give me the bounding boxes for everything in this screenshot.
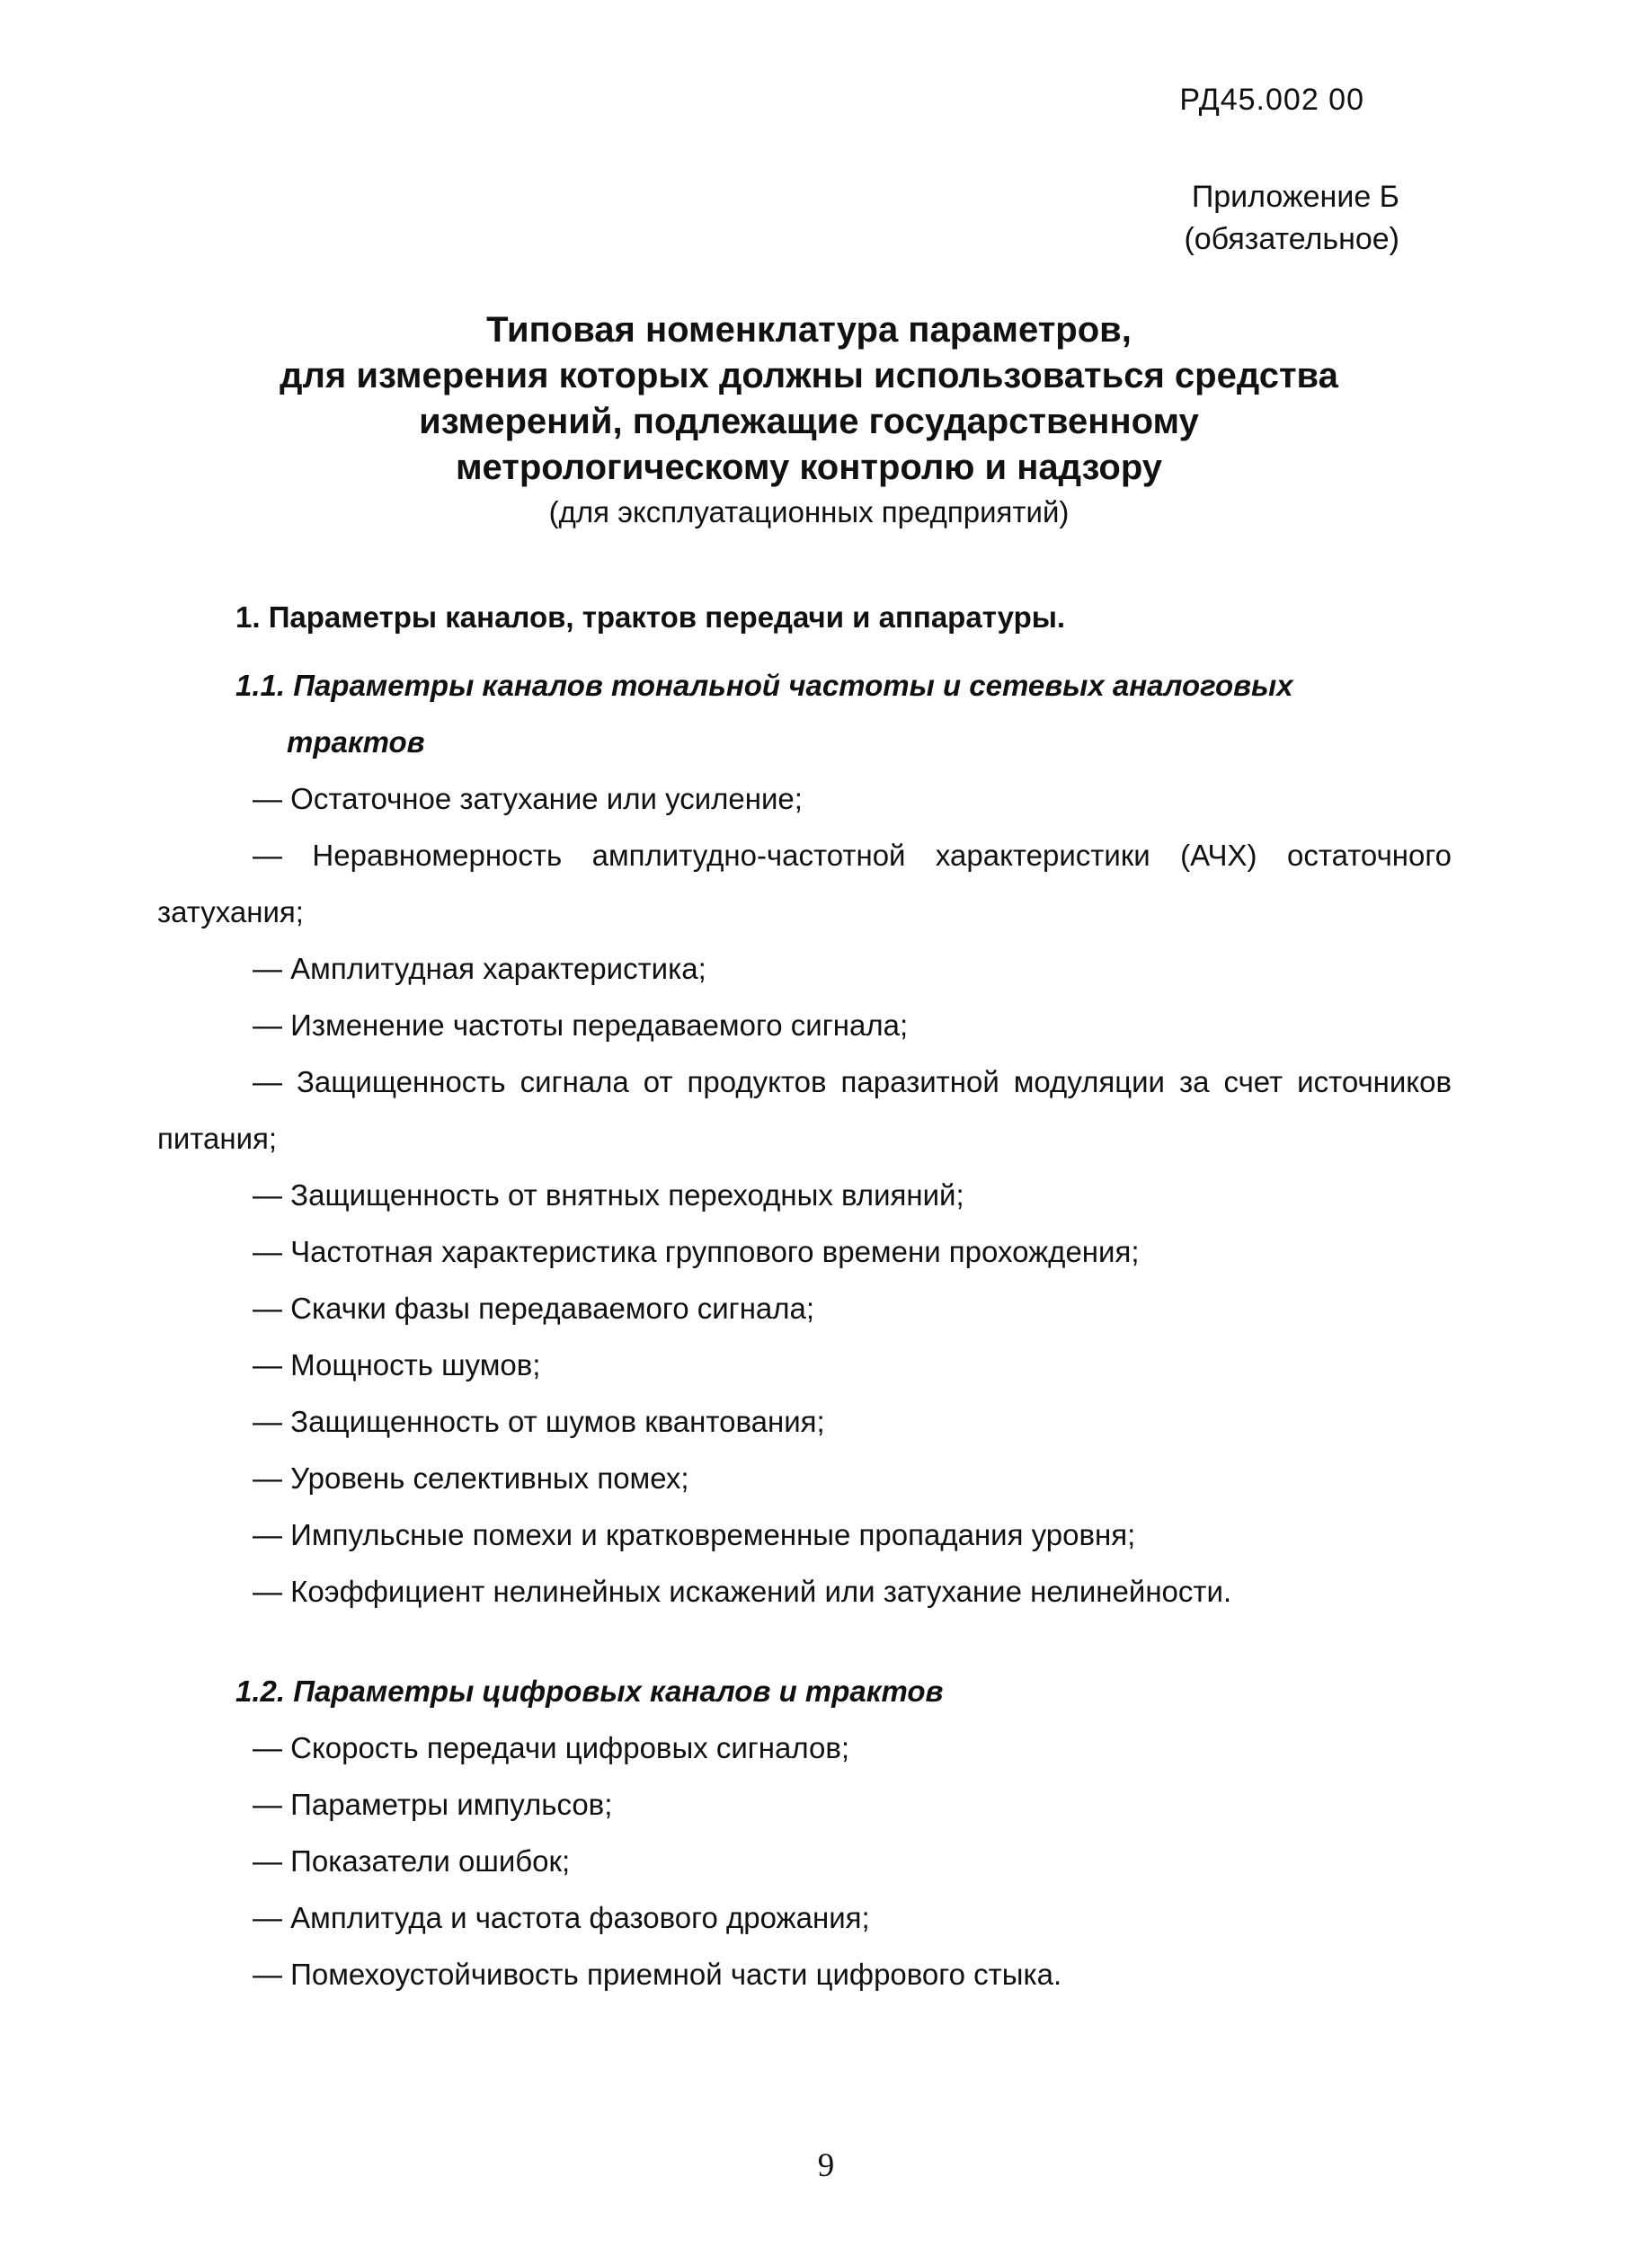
list-item: — Скорость передачи цифровых сигналов; (253, 1731, 850, 1764)
list-item: — Скачки фазы передаваемого сигнала; (253, 1292, 815, 1325)
document-title (243, 307, 1375, 534)
list-item: — Показатели ошибок; (253, 1844, 571, 1878)
list-item: — Импульсные помехи и кратковременные пропадания уровня; (253, 1518, 1136, 1551)
list-item: — Защищенность от шумов квантования; (253, 1405, 825, 1438)
section-1-heading: 1. Параметры каналов, трактов передачи и аппаратуры. (235, 600, 1066, 634)
title-line-3: измерений, подлежащие государственному (419, 402, 1199, 441)
appendix-status: (обязательное) (1184, 222, 1399, 256)
subsection-1-2-heading: 1.2. Параметры цифровых каналов и трактов (235, 1674, 944, 1708)
list-item: — Остаточное затухание или усиление; (253, 782, 803, 815)
title-line-4: метрологическому контролю и надзору (455, 448, 1163, 487)
subsection-1-1-heading (157, 657, 1452, 770)
title-line-2: для измерения которых должны использоваться средства (280, 356, 1338, 395)
list-item: — Мощность шумов; (253, 1348, 541, 1381)
list-item: — Изменение частоты передаваемого сигнала; (253, 1008, 909, 1042)
document-code: РД45.002 00 (1179, 83, 1364, 117)
list-item: — Амплитуда и частота фазового дрожания; (253, 1901, 870, 1934)
subsection-1-1-heading-line-2: трактов (287, 725, 425, 759)
list-item: — Уровень селективных помех; (253, 1461, 689, 1495)
appendix-title: Приложение Б (1191, 180, 1399, 214)
list-item: — Амплитудная характеристика; (253, 952, 706, 985)
appendix-label (1184, 176, 1399, 261)
list-item: — Помехоустойчивость приемной части цифрового стыка. (253, 1958, 1062, 1991)
document-body (157, 595, 1452, 2003)
list-item: — Защищенность сигнала от продуктов паразитной модуляции за счет источников питания; (157, 1065, 1452, 1155)
list-item: — Защищенность от внятных переходных влияний; (253, 1178, 964, 1212)
title-note: (для эксплуатационных предприятий) (548, 495, 1070, 528)
subsection-1-2-list (157, 1719, 1452, 2003)
title-line-1: Типовая номенклатура параметров, (486, 310, 1132, 350)
page-number: 9 (817, 2147, 835, 2184)
list-item: — Параметры импульсов; (253, 1788, 613, 1821)
list-item: — Неравномерность амплитудно-частотной характеристики (АЧХ) остаточного затухания; (157, 839, 1452, 928)
subsection-1-1-heading-line-1: 1.1. Параметры каналов тональной частоты и сетевых аналоговых (235, 669, 1293, 702)
subsection-1-1-list (157, 770, 1452, 1620)
list-item: — Частотная характеристика группового времени прохождения; (253, 1235, 1140, 1268)
list-item: — Коэффициент нелинейных искажений или затухание нелинейности. (253, 1575, 1232, 1608)
